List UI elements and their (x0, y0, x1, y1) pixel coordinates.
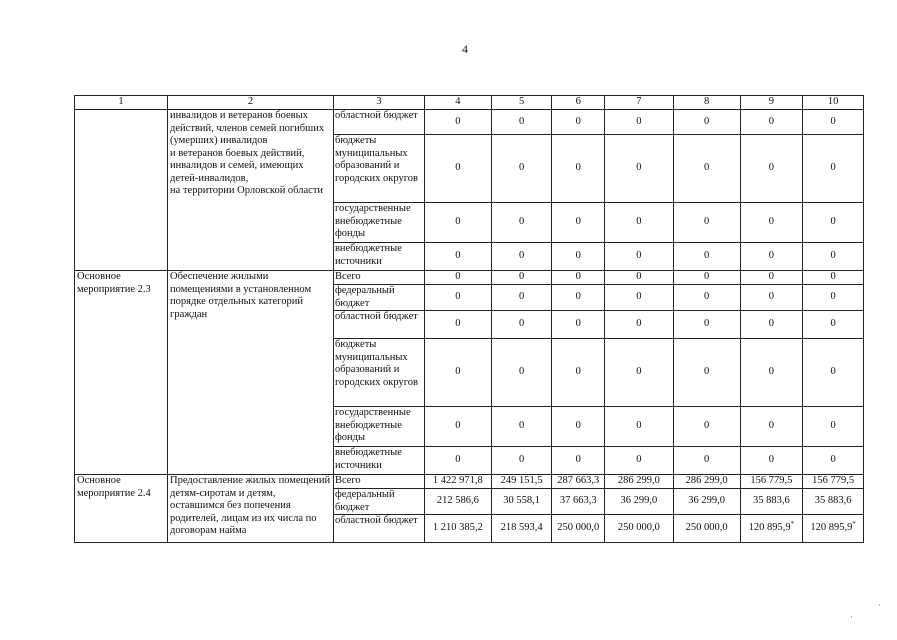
amount-value: 0 (704, 162, 710, 174)
amount-cell (491, 515, 552, 543)
table-row (75, 475, 864, 489)
amount-value: 0 (575, 291, 581, 303)
amount-cell (491, 407, 552, 447)
amount-cell (552, 311, 605, 339)
amount-cell (424, 475, 491, 489)
amount-value: 0 (518, 291, 525, 303)
amount-value: 0 (768, 250, 774, 262)
amount-value: 0 (455, 454, 461, 466)
amount-value: 0 (575, 318, 581, 330)
budget-table (74, 95, 864, 543)
amount-value: 212 586,6 (436, 495, 479, 507)
amount-cell (673, 311, 740, 339)
amount-value: 1 210 385,2 (432, 522, 483, 534)
amount-value: 0 (830, 162, 836, 174)
amount-cell (552, 339, 605, 407)
amount-value: 0 (636, 216, 642, 228)
amount-cell (803, 285, 864, 311)
amount-cell (605, 203, 674, 243)
event-description-cell: Предоставление жилых помещений детям-сиротам и детям, оставшимся без попечения родителей, лицам из их числа по договорам найма (168, 475, 334, 543)
amount-cell (605, 135, 674, 203)
funding-source-cell: федеральный бюджет (333, 285, 424, 311)
amount-cell (424, 489, 491, 515)
amount-value: 0 (518, 216, 525, 228)
amount-value: 0 (830, 318, 836, 330)
amount-cell (740, 515, 803, 543)
amount-value: 0 (830, 115, 836, 127)
amount-value: 0 (518, 271, 525, 283)
amount-cell (552, 135, 605, 203)
amount-value: 0 (455, 420, 461, 432)
amount-value: 0 (455, 115, 461, 127)
amount-cell (673, 110, 740, 135)
amount-value: 0 (704, 454, 710, 466)
amount-cell (491, 203, 552, 243)
amount-cell (424, 339, 491, 407)
amount-cell (491, 447, 552, 475)
amount-cell (803, 135, 864, 203)
amount-cell (605, 407, 674, 447)
amount-cell (740, 243, 803, 271)
amount-value: 0 (768, 216, 774, 228)
table-row (75, 110, 864, 135)
funding-source-cell: государственные внебюджетные фонды (333, 203, 424, 243)
amount-cell (740, 285, 803, 311)
budget-table-body (75, 96, 864, 543)
amount-cell (424, 285, 491, 311)
amount-cell (552, 515, 605, 543)
event-name-cell: Основное мероприятие 2.4 (75, 475, 168, 543)
funding-source-cell: областной бюджет (333, 110, 424, 135)
amount-value: 0 (830, 216, 836, 228)
column-header: 3 (333, 96, 424, 110)
funding-source-cell: федеральный бюджет (333, 489, 424, 515)
amount-value: 1 422 971,8 (432, 475, 483, 487)
amount-cell (673, 475, 740, 489)
amount-value: 0 (704, 250, 710, 262)
amount-cell (803, 271, 864, 285)
column-header: 7 (605, 96, 674, 110)
amount-cell (673, 339, 740, 407)
amount-cell (740, 475, 803, 489)
amount-value: 250 000,0 (557, 522, 600, 534)
column-header: 9 (740, 96, 803, 110)
amount-cell (673, 407, 740, 447)
amount-cell (552, 203, 605, 243)
amount-value: 0 (704, 216, 710, 228)
amount-value: 0 (575, 366, 581, 378)
amount-value: 0 (830, 250, 836, 262)
amount-value: 0 (518, 454, 525, 466)
amount-cell (491, 339, 552, 407)
amount-value: 0 (768, 366, 774, 378)
amount-value: 0 (455, 366, 461, 378)
amount-cell (491, 489, 552, 515)
event-name-cell: Основное мероприятие 2.3 (75, 271, 168, 475)
amount-value: 0 (518, 162, 525, 174)
amount-cell (605, 515, 674, 543)
amount-value: 218 593,4 (500, 522, 543, 534)
amount-value: 0 (704, 291, 710, 303)
amount-cell (605, 339, 674, 407)
amount-cell (803, 339, 864, 407)
amount-value: 0 (455, 318, 461, 330)
amount-value: 286 299,0 (617, 475, 660, 487)
amount-value: 0 (636, 366, 642, 378)
amount-value: 36 299,0 (620, 495, 658, 507)
amount-cell (552, 243, 605, 271)
amount-cell (552, 447, 605, 475)
amount-cell (605, 285, 674, 311)
amount-value: 0 (575, 420, 581, 432)
amount-value: 250 000,0 (617, 522, 660, 534)
amount-cell (740, 311, 803, 339)
amount-value: 249 151,5 (500, 475, 543, 487)
column-header: 10 (803, 96, 864, 110)
amount-cell (740, 135, 803, 203)
column-header: 1 (75, 96, 168, 110)
amount-cell (740, 489, 803, 515)
amount-value: 36 299,0 (688, 495, 726, 507)
amount-value: 0 (636, 115, 642, 127)
amount-value: 0 (455, 291, 461, 303)
amount-cell (803, 203, 864, 243)
amount-cell (424, 447, 491, 475)
amount-value: 0 (518, 318, 525, 330)
amount-cell (491, 285, 552, 311)
amount-cell (673, 285, 740, 311)
amount-cell (673, 135, 740, 203)
amount-value: 0 (830, 366, 836, 378)
amount-cell (491, 311, 552, 339)
amount-value: 0 (636, 250, 642, 262)
amount-value: 0 (455, 250, 461, 262)
amount-cell (605, 243, 674, 271)
column-header: 2 (168, 96, 334, 110)
funding-source-cell: Всего (333, 475, 424, 489)
amount-cell (552, 110, 605, 135)
amount-cell (424, 135, 491, 203)
amount-value: 0 (768, 454, 774, 466)
amount-value: 0 (455, 162, 461, 174)
amount-value: 250 000,0 (685, 522, 728, 534)
amount-cell (673, 515, 740, 543)
amount-value: 120 895,9 (810, 522, 853, 534)
amount-value: 0 (575, 250, 581, 262)
amount-value: 156 779,5 (750, 475, 793, 487)
amount-cell (552, 475, 605, 489)
footnote-mark: * (790, 520, 795, 529)
amount-value: 0 (518, 420, 525, 432)
event-description-cell: Обеспечение жилыми помещениями в установленном порядке отдельных категорий граждан (168, 271, 334, 475)
amount-cell (605, 489, 674, 515)
amount-cell (803, 407, 864, 447)
amount-cell (673, 447, 740, 475)
amount-value: 0 (768, 318, 774, 330)
amount-cell (424, 271, 491, 285)
event-name-cell (75, 110, 168, 271)
amount-cell (740, 339, 803, 407)
column-number-row (75, 96, 864, 110)
amount-cell (803, 243, 864, 271)
amount-cell (803, 110, 864, 135)
amount-value: 0 (768, 271, 774, 283)
amount-value: 0 (768, 115, 774, 127)
amount-value: 287 663,3 (557, 475, 600, 487)
amount-cell (424, 243, 491, 271)
amount-value: 0 (518, 250, 525, 262)
amount-value: 0 (768, 420, 774, 432)
column-header: 6 (552, 96, 605, 110)
amount-value: 0 (455, 216, 461, 228)
amount-value: 0 (575, 454, 581, 466)
amount-cell (605, 110, 674, 135)
amount-value: 156 779,5 (812, 475, 855, 487)
funding-source-cell: бюджеты муниципальных образований и городских округов (333, 339, 424, 407)
amount-value: 0 (636, 420, 642, 432)
scan-speck: · (850, 612, 853, 622)
column-header: 4 (424, 96, 491, 110)
amount-value: 35 883,6 (814, 495, 852, 507)
amount-cell (673, 243, 740, 271)
amount-value: 286 299,0 (685, 475, 728, 487)
amount-value: 0 (704, 366, 710, 378)
amount-cell (673, 271, 740, 285)
amount-cell (740, 110, 803, 135)
amount-cell (803, 475, 864, 489)
amount-cell (740, 407, 803, 447)
amount-value: 0 (518, 366, 525, 378)
amount-cell (424, 515, 491, 543)
amount-cell (491, 135, 552, 203)
amount-value: 0 (768, 162, 774, 174)
amount-cell (552, 407, 605, 447)
amount-cell (605, 311, 674, 339)
amount-value: 37 663,3 (559, 495, 597, 507)
amount-cell (491, 475, 552, 489)
footnote-mark: * (852, 520, 856, 529)
amount-value: 0 (518, 115, 525, 127)
amount-value: 0 (636, 318, 642, 330)
amount-value: 0 (575, 162, 581, 174)
amount-cell (424, 311, 491, 339)
amount-cell (491, 243, 552, 271)
amount-cell (552, 271, 605, 285)
amount-cell (424, 407, 491, 447)
amount-value: 0 (575, 216, 581, 228)
page-number: 4 (462, 42, 468, 56)
amount-cell (673, 489, 740, 515)
funding-source-cell: государственные внебюджетные фонды (333, 407, 424, 447)
amount-value: 35 883,6 (753, 495, 790, 507)
amount-value: 0 (636, 271, 642, 283)
amount-value: 0 (830, 291, 836, 303)
amount-cell (605, 475, 674, 489)
amount-value: 0 (636, 162, 642, 174)
amount-value: 0 (830, 420, 836, 432)
amount-value: 30 558,1 (503, 495, 540, 507)
amount-value: 0 (455, 271, 461, 283)
amount-value: 0 (575, 271, 581, 283)
amount-value: 0 (768, 291, 774, 303)
table-row (75, 271, 864, 285)
amount-value: 0 (704, 420, 710, 432)
amount-cell (803, 447, 864, 475)
amount-value: 120 895,9 (748, 522, 791, 534)
column-header: 5 (491, 96, 552, 110)
funding-source-cell: Всего (333, 271, 424, 285)
amount-cell (605, 447, 674, 475)
amount-cell (740, 447, 803, 475)
funding-source-cell: областной бюджет (333, 311, 424, 339)
amount-value: 0 (830, 271, 836, 283)
funding-source-cell: областной бюджет (333, 515, 424, 543)
amount-value: 0 (830, 454, 836, 466)
funding-source-cell: внебюджетные источники (333, 447, 424, 475)
amount-cell (491, 271, 552, 285)
amount-cell (424, 110, 491, 135)
amount-cell (491, 110, 552, 135)
amount-value: 0 (636, 454, 642, 466)
amount-value: 0 (575, 115, 581, 127)
scan-speck: · (878, 600, 881, 610)
amount-cell (605, 271, 674, 285)
amount-cell (803, 311, 864, 339)
event-description-cell: инвалидов и ветеранов боевых действий, членов семей погибших (умерших) инвалидов и ветеранов боевых действий, инвалидов и семей, имеющих детей-инвалидов, на территории Орловской области (168, 110, 334, 271)
amount-cell (740, 271, 803, 285)
amount-cell (424, 203, 491, 243)
amount-cell (803, 515, 864, 543)
amount-value: 0 (704, 115, 710, 127)
amount-cell (803, 489, 864, 515)
amount-value: 0 (704, 271, 710, 283)
column-header: 8 (673, 96, 740, 110)
amount-value: 0 (704, 318, 710, 330)
amount-cell (552, 285, 605, 311)
amount-value: 0 (636, 291, 642, 303)
funding-source-cell: внебюджетные источники (333, 243, 424, 271)
amount-cell (673, 203, 740, 243)
amount-cell (552, 489, 605, 515)
amount-cell (740, 203, 803, 243)
funding-source-cell: бюджеты муниципальных образований и городских округов (333, 135, 424, 203)
